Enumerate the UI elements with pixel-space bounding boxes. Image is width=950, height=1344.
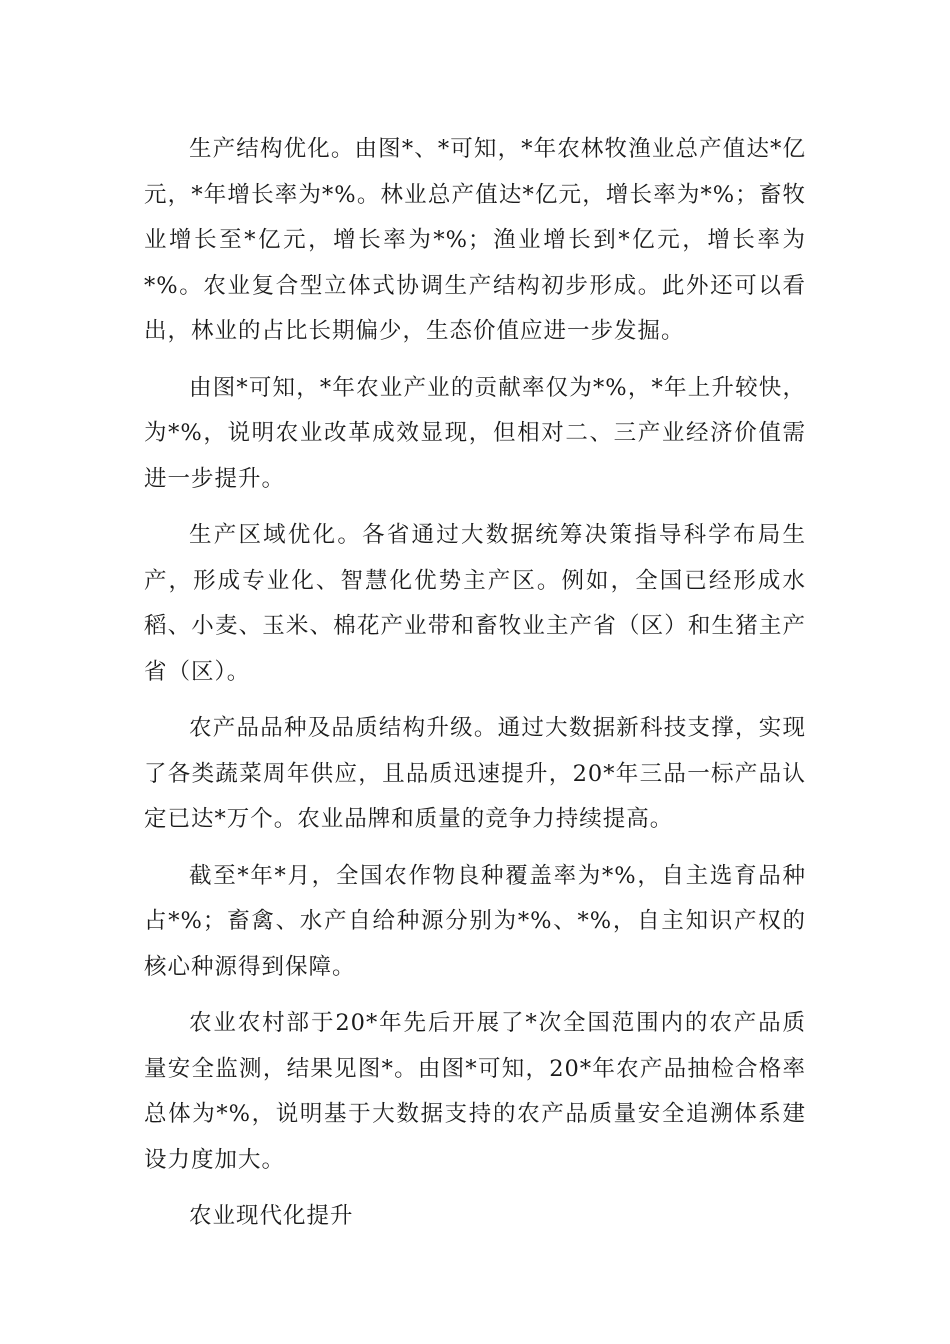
paragraph-variety-quality: 农产品品种及品质结构升级。通过大数据新科技支撑，实现了各类蔬菜周年供应，且品质迅速提升，20*年三品一标产品认定已达*万个。农业品牌和质量的竞争力持续提高。 [144,715,806,832]
paragraph-quality-monitoring: 农业农村部于20*年先后开展了*次全国范围内的农产品质量安全监测，结果见图*。由图*可知，20*年农产品抽检合格率总体为*%，说明基于大数据支持的农产品质量安全追溯体系建设力度加大。 [144,1010,806,1173]
paragraph-production-structure: 生产结构优化。由图*、*可知，*年农林牧渔业总产值达*亿元，*年增长率为*%。林业总产值达*亿元，增长率为*%；畜牧业增长至*亿元，增长率为*%；渔业增长到*亿元，增长率为*%。农业复合型立体式协调生产结构初步形成。此外还可以看出，林业的占比长期偏少，生态价值应进一步发掘。 [144,136,806,344]
paragraph-seed-coverage: 截至*年*月，全国农作物良种覆盖率为*%，自主选育品种占*%；畜禽、水产自给种源分别为*%、*%，自主知识产权的核心种源得到保障。 [144,862,806,980]
paragraph-contribution-rate: 由图*可知，*年农业产业的贡献率仅为*%，*年上升较快，为*%，说明农业改革成效显现，但相对二、三产业经济价值需进一步提升。 [144,374,806,492]
paragraph-production-region: 生产区域优化。各省通过大数据统筹决策指导科学布局生产，形成专业化、智慧化优势主产区。例如，全国已经形成水稻、小麦、玉米、棉花产业带和畜牧业主产省（区）和生猪主产省（区）。 [144,522,806,685]
section-heading-modernization: 农业现代化提升 [189,1203,354,1229]
